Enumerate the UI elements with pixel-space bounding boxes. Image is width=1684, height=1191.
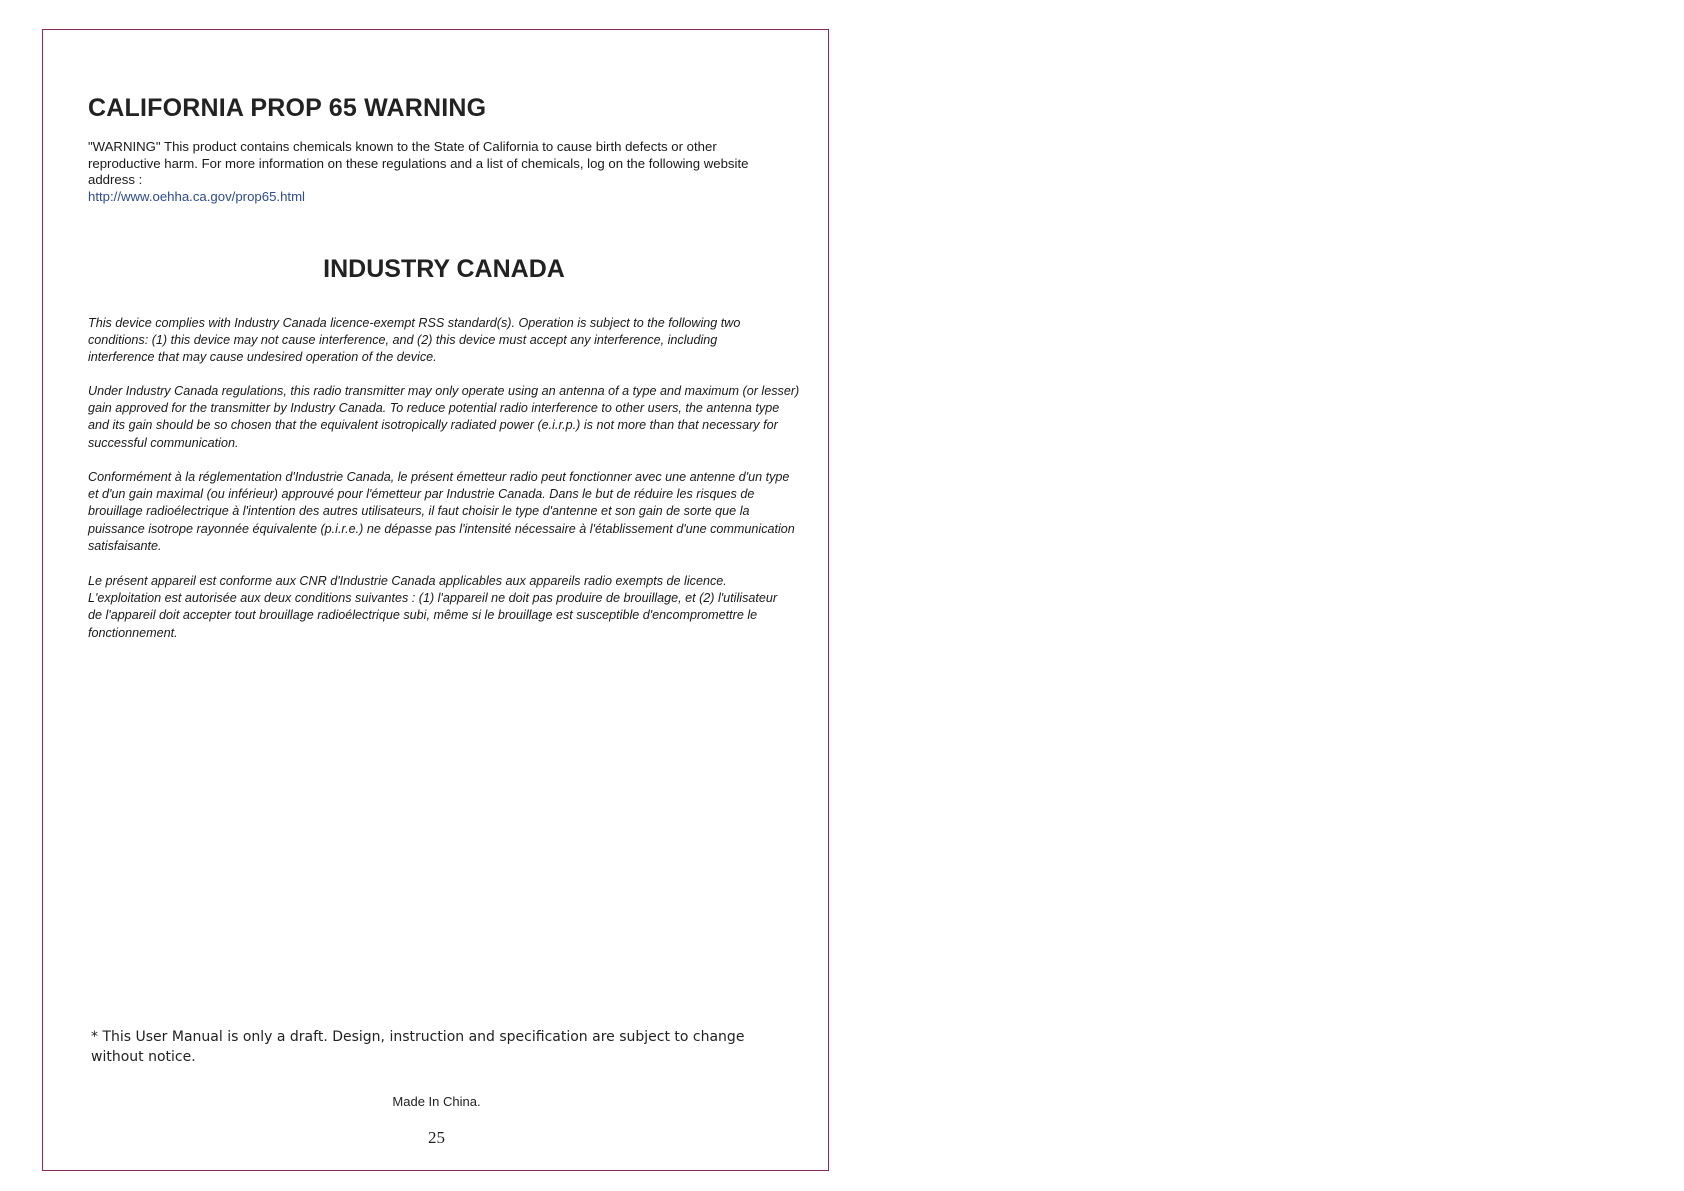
page-number: 25 bbox=[428, 1128, 445, 1147]
prop65-heading: CALIFORNIA PROP 65 WARNING bbox=[88, 94, 487, 122]
canada-paragraph-1: This device complies with Industry Canada licence-exempt RSS standard(s). Operation is subject to the following two conditions: (1) this device may not cause interference, and (2) this device must accept any interference, including interference that may cause undesired operation of the device. bbox=[88, 316, 741, 365]
canada-paragraph-4-fr: Le présent appareil est conforme aux CNR d'Industrie Canada applicables aux appareils radio exempts de licence. L'exploitation est autorisée aux deux conditions suivantes : (1) l'appareil ne doit pas produire de brouillage, et (2) l'utilisateur de l'appareil doit accepter tout brouillage radioélectrique subi, même si le brouillage est susceptible d'encompromettre le fonctionnement. bbox=[88, 574, 778, 640]
manual-page bbox=[42, 29, 829, 1171]
canada-paragraph-3-fr: Conformément à la réglementation d'Industrie Canada, le présent émetteur radio peut fonctionner avec une antenne d'un type et d'un gain maximal (ou inférieur) approuvé pour l'émetteur par Industrie Canada. Dans le but de réduire les risques de brouillage radioélectrique à l'intention des autres utilisateurs, il faut choisir le type d'antenne et son gain de sorte que la puissance isotrope rayonnée équivalente (p.i.r.e.) ne dépasse pas l'intensité nécessaire à l'établissement d'une communication satisfaisante. bbox=[88, 470, 795, 553]
prop65-section bbox=[88, 139, 788, 205]
industry-canada-heading: INDUSTRY CANADA bbox=[323, 255, 565, 283]
prop65-body: "WARNING" This product contains chemicals known to the State of California to cause birth defects or other reproductive harm. For more information on these regulations and a list of chemicals, log on the following website address : bbox=[88, 139, 749, 187]
prop65-link[interactable]: http://www.oehha.ca.gov/prop65.html bbox=[88, 188, 305, 204]
made-in-label: Made In China. bbox=[392, 1094, 481, 1109]
draft-disclaimer: * This User Manual is only a draft. Design, instruction and specification are subject to change without notice. bbox=[91, 1029, 745, 1065]
canada-paragraph-2: Under Industry Canada regulations, this radio transmitter may only operate using an antenna of a type and maximum (or lesser) gain approved for the transmitter by Industry Canada. To reduce potential radio interference to other users, the antenna type and its gain should be so chosen that the equivalent isotropically radiated power (e.i.r.p.) is not more than that necessary for successful communication. bbox=[88, 384, 800, 450]
